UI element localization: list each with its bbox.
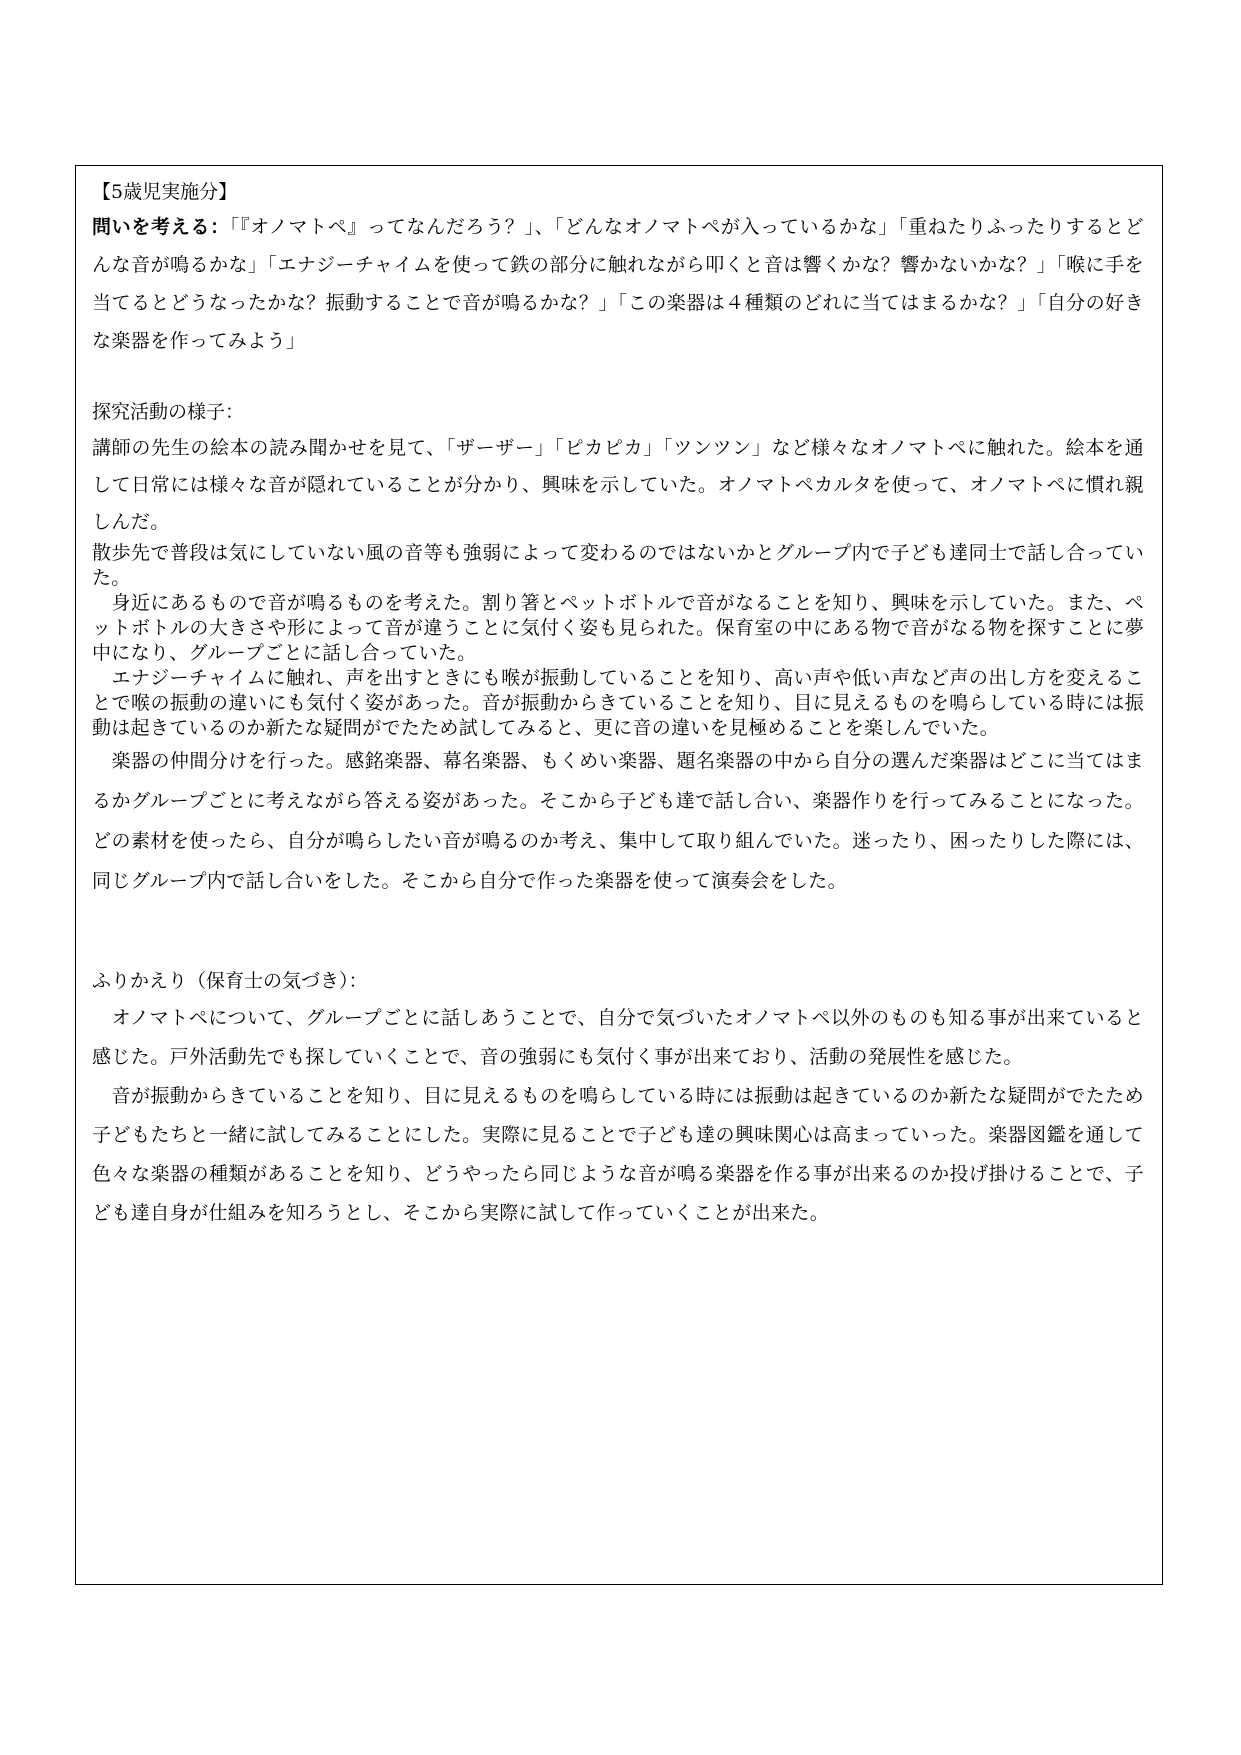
inquiry-paragraph: 身近にあるもので音が鳴るものを考えた。割り箸とペットボトルで音がなることを知り、興味を示していた。また、ペットボトルの大きさや形によって音が違うことに気付く姿も見られた。保育室の中にある物で音がなる物を探すことに夢中になり、グループごとに話し合っていた。 xyxy=(92,592,1144,664)
reflection-paragraph: 音が振動からきていることを知り、目に見えるものを鳴らしている時には振動は起きているのか新たな疑問がでたため子どもたちと一緒に試してみることにした。実際に見ることで子ども達の興味関心は高まっていった。楽器図鑑を通して色々な楽器の種類があることを知り、どうやったら同じような音が鳴る楽器を作る事が出来るのか投げ掛けることで、子ども達自身が仕組みを知ろうとし、そこから実際に試して作っていくことが出来た。 xyxy=(92,1085,1144,1224)
reflection-paragraph: オノマトペについて、グループごとに話しあうことで、自分で気づいたオノマトペ以外のものも知る事が出来ていると感じた。戸外活動先でも探していくことで、音の強弱にも気付く事が出来ており、活動の発展性を感じた。 xyxy=(92,1007,1144,1068)
inquiry-paragraph: 散歩先で普段は気にしていない風の音等も強弱によって変わるのではないかとグループ内で子ども達同士で話し合っていた。 xyxy=(92,542,1144,589)
header-label: 【5歳児実施分】 xyxy=(92,181,238,203)
question-label: 問いを考える： xyxy=(92,216,230,238)
question-text: 「『オノマトペ』ってなんだろう？」、「どんなオノマトペが入っているかな」「重ねたりふったりするとどんな音が鳴るかな」「エナジーチャイムを使って鉄の部分に触れながら叩くと音は響くかな？響かないかな？」「喉に手を当てるとどうなったかな？振動することで音が鳴るかな？」「この楽器は４種類のどれに当てはまるかな？」「自分の好きな楽器を作ってみよう」 xyxy=(92,216,1144,352)
inquiry-title: 探究活動の様子： xyxy=(92,401,245,423)
spacer xyxy=(92,901,1144,963)
spacer xyxy=(92,360,1144,394)
inquiry-paragraph: エナジーチャイムに触れ、声を出すときにも喉が振動していることを知り、高い声や低い声など声の出し方を変えることで喉の振動の違いにも気付く姿があった。音が振動からきていることを知り、目に見えるものを鳴らしている時には振動は起きているのか新たな疑問がでたため試してみると、更に音の違いを見極めることを楽しんでいた。 xyxy=(92,667,1144,739)
inquiry-paragraph: 講師の先生の絵本の読み聞かせを見て、「ザーザー」「ピカピカ」「ツンツン」など様々なオノマトペに触れた。絵本を通して日常には様々な音が隠れていることが分かり、興味を示していた。オノマトペカルタを使って、オノマトペに慣れ親しんだ。 xyxy=(92,437,1144,533)
reflection-title: ふりかえり（保育士の気づき）： xyxy=(92,970,368,992)
inquiry-paragraph: 楽器の仲間分けを行った。感銘楽器、幕名楽器、もくめい楽器、題名楽器の中から自分の選んだ楽器はどこに当てはまるかグループごとに考えながら答える姿があった。そこから子ども達で話し合い、楽器作りを行ってみることになった。どの素材を使ったら、自分が鳴らしたい音が鳴るのか考え、集中して取り組んでいた。迷ったり、困ったりした際には、同じグループ内で話し合いをした。そこから自分で作った楽器を使って演奏会をした。 xyxy=(92,750,1144,892)
report-box xyxy=(75,165,1163,1585)
question-paragraph xyxy=(92,208,1144,360)
